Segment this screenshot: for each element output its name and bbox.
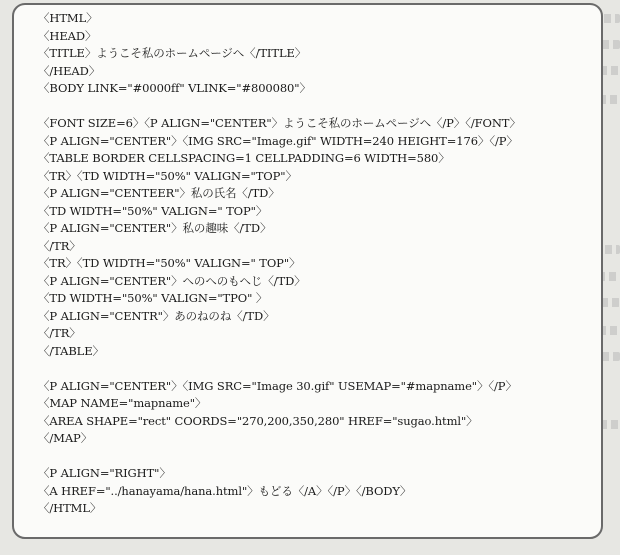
code-line: 〈TD WIDTH="50%" VALIGN=" TOP"〉 [38,203,268,218]
code-blank-line [38,98,601,116]
code-line: 〈P ALIGN="CENTER"〉〈IMG SRC="Image 30.gif" USEMAP="#mapname"〉〈/P〉 [38,378,517,393]
code-blank-line [38,448,601,466]
code-blank-line [38,360,601,378]
html-code-listing [12,3,603,539]
code-line: 〈P ALIGN="CENTR"〉あのねのね〈/TD〉 [38,308,275,323]
code-line: 〈/TR〉 [38,238,81,253]
code-line: 〈TITLE〉ようこそ私のホームページへ〈/TITLE〉 [38,46,307,60]
code-line: 〈P ALIGN="CENTEER"〉私の氏名〈/TD〉 [38,186,280,200]
code-line: 〈A HREF="../hanayama/hana.html"〉もどる〈/A〉〈/P〉〈/BODY〉 [38,483,412,498]
code-line: 〈MAP NAME="mapname"〉 [38,396,207,410]
code-line: 〈TABLE BORDER CELLSPACING=1 CELLPADDING=6 WIDTH=580〉 [38,151,450,165]
code-line: 〈AREA SHAPE="rect" COORDS="270,200,350,280" HREF="sugao.html"〉 [38,413,478,428]
code-line: 〈FONT SIZE=6〉〈P ALIGN="CENTER"〉ようこそ私のホームページへ〈/P〉〈/FONT〉 [38,116,521,130]
code-line: 〈/TR〉 [38,326,81,340]
code-line: 〈/HEAD〉 [38,63,101,78]
code-line: 〈P ALIGN="CENTER"〉〈IMG SRC="Image.gif" WIDTH=240 HEIGHT=176〉〈/P〉 [38,133,518,148]
code-line: 〈TR〉〈TD WIDTH="50%" VALIGN="TOP"〉 [38,168,297,183]
code-line: 〈P ALIGN="RIGHT"〉 [38,466,171,480]
code-line: 〈HEAD〉 [38,28,97,43]
code-line: 〈P ALIGN="CENTER"〉私の趣味〈/TD〉 [38,221,272,235]
code-line: 〈BODY LINK="#0000ff" VLINK="#800080"〉 [38,81,311,95]
code-line: 〈TD WIDTH="50%" VALIGN="TPO" 〉 [38,291,268,305]
code-line: 〈/HTML〉 [38,501,102,515]
code-line: 〈P ALIGN="CENTER"〉へのへのもへじ〈/TD〉 [38,273,306,288]
code-line: 〈/TABLE〉 [38,343,104,358]
code-line: 〈TR〉〈TD WIDTH="50%" VALIGN=" TOP"〉 [38,256,301,270]
code-line: 〈/MAP〉 [38,431,93,445]
code-line: 〈HTML〉 [38,11,98,25]
